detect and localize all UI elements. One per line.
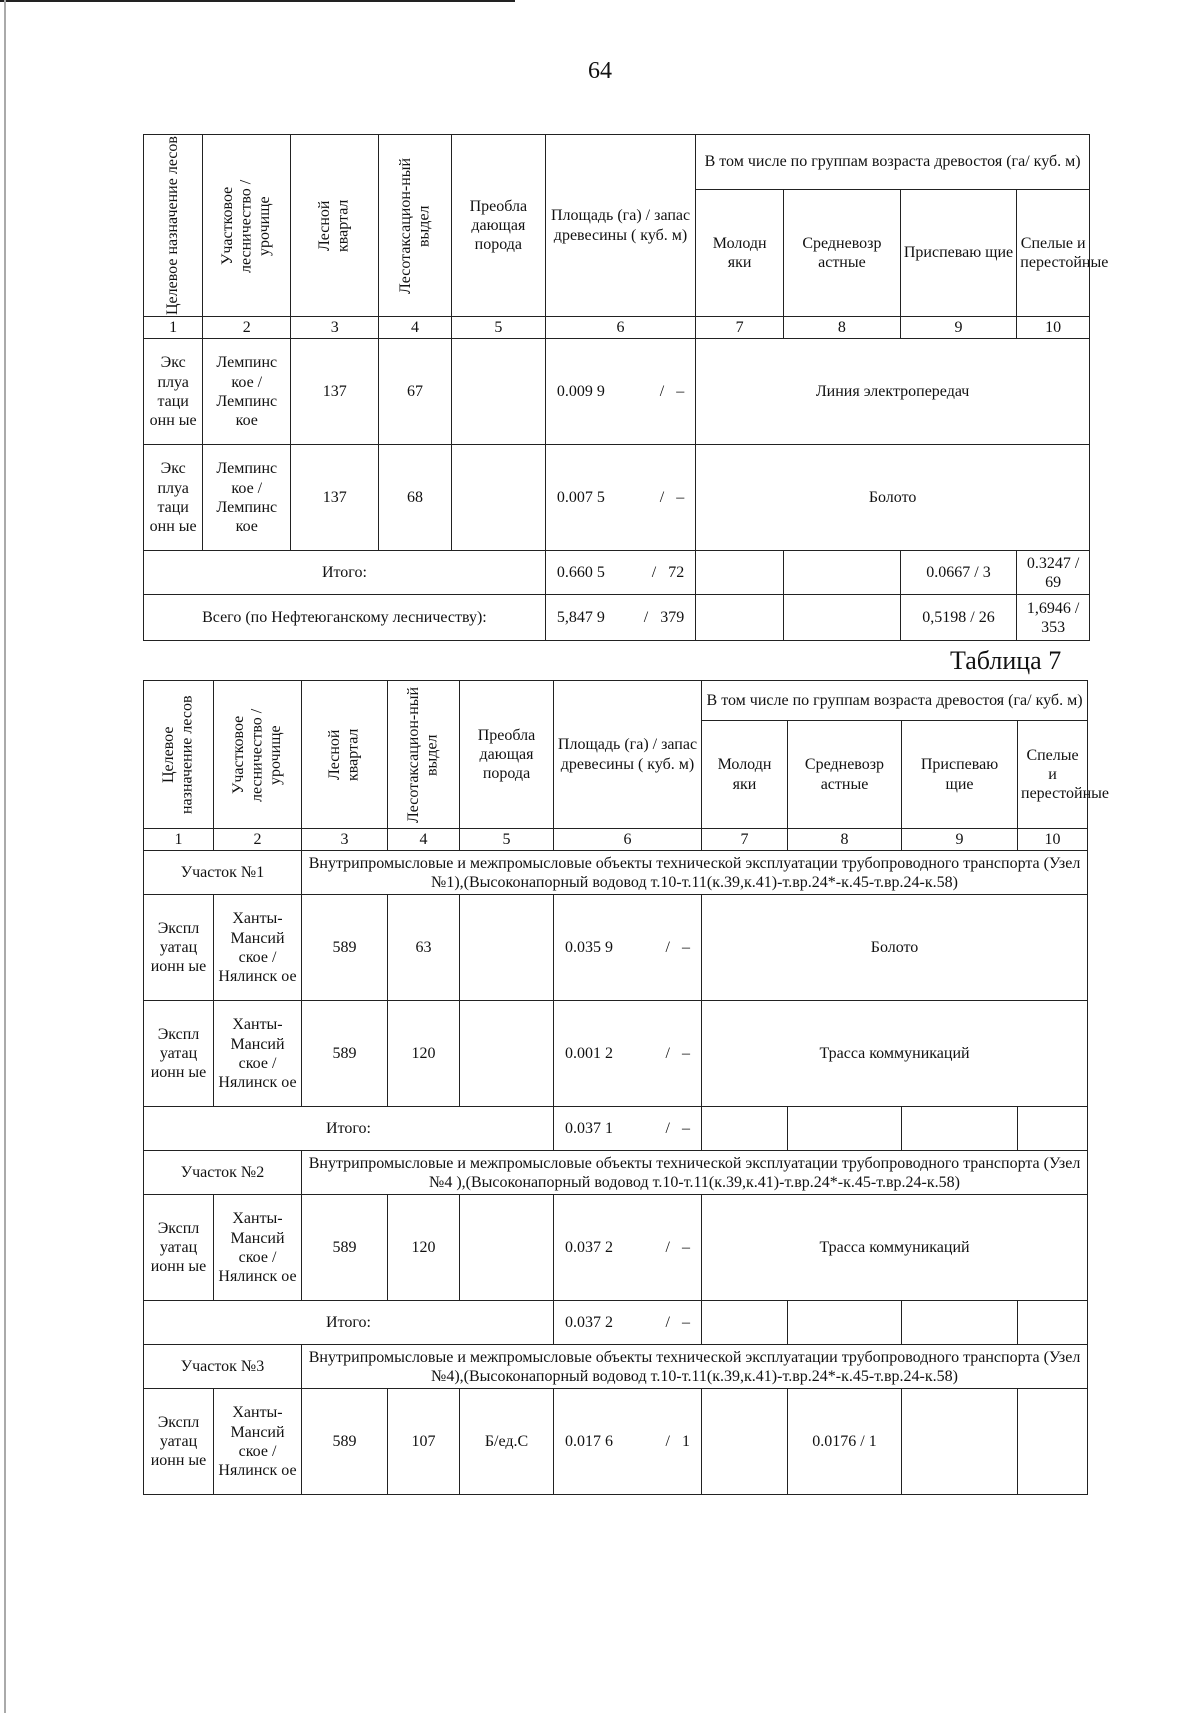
quarter-cell: 137 xyxy=(291,445,379,551)
section-object: Внутрипромысловые и межпромысловые объекты технической эксплуатации трубопроводного транспорта (Узел №4),(Высоконапорный водовод т.10-т.11(к.39,к.41)-т.вр.24*-к.45-т.вр.24-к.58) xyxy=(302,1345,1088,1389)
stock-value: 1 xyxy=(682,1433,690,1451)
total-row xyxy=(144,1301,1088,1345)
col-num: 8 xyxy=(788,829,902,851)
forestry-cell: Лемпинс кое / Лемпинс кое xyxy=(203,445,291,551)
grand-total-label: Всего (по Нефтеюганскому лесничеству): xyxy=(144,595,546,641)
page-number: 64 xyxy=(588,58,612,84)
col-num: 9 xyxy=(900,317,1017,339)
total-row xyxy=(144,551,1090,595)
col-num: 1 xyxy=(144,829,214,851)
allotment-cell: 107 xyxy=(388,1389,460,1495)
purpose-cell: Экспл уатац ионн ые xyxy=(144,895,214,1001)
land-note: Линия электропередач xyxy=(696,339,1090,445)
stock-value: – xyxy=(676,489,685,507)
species-cell xyxy=(451,445,545,551)
header-purpose: Целевое назначение лесов xyxy=(144,135,203,317)
young-cell xyxy=(702,1389,788,1495)
mature-cell xyxy=(1018,1107,1088,1151)
col-num: 4 xyxy=(388,829,460,851)
header-age-groups: В том числе по группам возраста древостоя (га/ куб. м) xyxy=(696,135,1090,190)
col-num: 3 xyxy=(302,829,388,851)
purpose-cell: Экспл уатац ионн ые xyxy=(144,1195,214,1301)
allotment-cell: 63 xyxy=(388,895,460,1001)
header-quarter: Лесной квартал xyxy=(291,135,379,317)
purpose-cell: Экспл уатац ионн ые xyxy=(144,1389,214,1495)
area-ha: 0.007 5 xyxy=(556,488,605,506)
area-ha: 0.001 2 xyxy=(565,1044,613,1062)
area-cell: 0.017 6 / 1 xyxy=(554,1389,702,1495)
area-ha: 0.009 9 xyxy=(556,382,605,400)
forest-table-7 xyxy=(143,680,1110,1495)
table-row xyxy=(144,1389,1088,1495)
allotment-cell: 67 xyxy=(379,339,452,445)
area-cell: 5,847 9 / 379 xyxy=(545,595,695,641)
stock-value: 379 xyxy=(660,609,685,627)
col-num: 2 xyxy=(214,829,302,851)
premature-cell xyxy=(902,1301,1018,1345)
header-species: Преобла дающая порода xyxy=(460,681,554,829)
mature-cell: 1,6946 / 353 xyxy=(1017,595,1090,641)
area-cell: 0.009 9 / – xyxy=(545,339,695,445)
header-middle: Средневозр астные xyxy=(784,190,901,317)
col-num: 5 xyxy=(460,829,554,851)
species-cell xyxy=(460,895,554,1001)
total-label: Итого: xyxy=(144,551,546,595)
section-object: Внутрипромысловые и межпромысловые объекты технической эксплуатации трубопроводного транспорта (Узел №1),(Высоконапорный водовод т.10-т.11(к.39,к.41)-т.вр.24*-к.45-т.вр.24-к.58) xyxy=(302,851,1088,895)
header-quarter: Лесной квартал xyxy=(302,681,388,829)
column-number-row xyxy=(144,317,1090,339)
total-label: Итого: xyxy=(144,1301,554,1345)
table-caption: Таблица 7 xyxy=(950,646,1062,675)
header-forestry: Участковое лесничество / урочище xyxy=(214,681,302,829)
header-mature: Спелые и перестойные xyxy=(1018,721,1088,829)
stock-value: – xyxy=(676,383,685,401)
mature-cell xyxy=(1018,1301,1088,1345)
area-ha: 5,847 9 xyxy=(556,608,605,626)
column-number-row xyxy=(144,829,1088,851)
header-young: Молодн яки xyxy=(696,190,784,317)
area-cell: 0.007 5 / – xyxy=(545,445,695,551)
col-num: 6 xyxy=(545,317,695,339)
premature-cell xyxy=(902,1389,1018,1495)
section-title: Участок №1 xyxy=(144,851,302,895)
young-cell xyxy=(696,551,784,595)
header-species: Преобла дающая порода xyxy=(451,135,545,317)
species-cell xyxy=(460,1195,554,1301)
section-object: Внутрипромысловые и межпромысловые объекты технической эксплуатации трубопроводного транспорта (Узел №4 ),(Высоконапорный водовод т.10-т.11(к.39,к.41)-т.вр.24*-к.45-т.вр.24-к.58) xyxy=(302,1151,1088,1195)
quarter-cell: 589 xyxy=(302,895,388,1001)
header-area: Площадь (га) / запас древесины ( куб. м) xyxy=(545,135,695,317)
top-border-line xyxy=(0,0,515,2)
quarter-cell: 589 xyxy=(302,1389,388,1495)
total-row xyxy=(144,1107,1088,1151)
young-cell xyxy=(702,1107,788,1151)
section-title: Участок №3 xyxy=(144,1345,302,1389)
allotment-cell: 68 xyxy=(379,445,452,551)
stock-value: – xyxy=(682,1045,690,1063)
col-num: 5 xyxy=(451,317,545,339)
premature-cell xyxy=(902,1107,1018,1151)
premature-cell: 0,5198 / 26 xyxy=(900,595,1017,641)
forestry-cell: Ханты-Мансий ское / Нялинск ое xyxy=(214,895,302,1001)
stock-value: – xyxy=(682,939,690,957)
forestry-cell: Ханты-Мансий ское / Нялинск ое xyxy=(214,1001,302,1107)
header-middle: Средневозр астные xyxy=(788,721,902,829)
header-purpose: Целевое назначение лесов xyxy=(144,681,214,829)
table-row xyxy=(144,895,1088,1001)
col-num: 6 xyxy=(554,829,702,851)
table-row xyxy=(144,1195,1088,1301)
middle-cell xyxy=(788,1301,902,1345)
forestry-cell: Ханты-Мансий ское / Нялинск ое xyxy=(214,1389,302,1495)
forestry-cell: Лемпинс кое / Лемпинс кое xyxy=(203,339,291,445)
header-allotment: Лесотаксацион-ный выдел xyxy=(388,681,460,829)
allotment-cell: 120 xyxy=(388,1001,460,1107)
header-premature: Приспеваю щие xyxy=(900,190,1017,317)
mature-cell: 0.3247 / 69 xyxy=(1017,551,1090,595)
area-ha: 0.017 6 xyxy=(565,1432,613,1450)
species-cell xyxy=(451,339,545,445)
land-note: Трасса коммуникаций xyxy=(702,1001,1088,1107)
col-num: 2 xyxy=(203,317,291,339)
table-row xyxy=(144,1001,1088,1107)
middle-cell xyxy=(784,551,901,595)
mature-cell xyxy=(1018,1389,1088,1495)
quarter-cell: 589 xyxy=(302,1001,388,1107)
total-label: Итого: xyxy=(144,1107,554,1151)
premature-cell: 0.0667 / 3 xyxy=(900,551,1017,595)
header-allotment: Лесотаксацион-ный выдел xyxy=(379,135,452,317)
grand-total-row xyxy=(144,595,1090,641)
area-ha: 0.035 9 xyxy=(565,938,613,956)
area-cell: 0.037 2 / – xyxy=(554,1195,702,1301)
area-cell: 0.035 9 / – xyxy=(554,895,702,1001)
section-title: Участок №2 xyxy=(144,1151,302,1195)
land-note: Трасса коммуникаций xyxy=(702,1195,1088,1301)
col-num: 7 xyxy=(696,317,784,339)
left-border-line xyxy=(4,0,6,1713)
section-row xyxy=(144,851,1088,895)
land-note: Болото xyxy=(696,445,1090,551)
col-num: 1 xyxy=(144,317,203,339)
allotment-cell: 120 xyxy=(388,1195,460,1301)
area-cell: 0.001 2 / – xyxy=(554,1001,702,1107)
header-row xyxy=(144,681,1088,721)
young-cell xyxy=(696,595,784,641)
forest-table-1 xyxy=(143,134,1109,641)
area-ha: 0.037 1 xyxy=(565,1119,613,1137)
col-num: 10 xyxy=(1018,829,1088,851)
header-area: Площадь (га) / запас древесины ( куб. м) xyxy=(554,681,702,829)
quarter-cell: 589 xyxy=(302,1195,388,1301)
stock-value: – xyxy=(682,1239,690,1257)
section-row xyxy=(144,1345,1088,1389)
land-note: Болото xyxy=(702,895,1088,1001)
area-ha: 0.660 5 xyxy=(556,563,605,581)
col-num: 7 xyxy=(702,829,788,851)
young-cell xyxy=(702,1301,788,1345)
table-row xyxy=(144,339,1090,445)
area-cell: 0.037 2 / – xyxy=(554,1301,702,1345)
middle-cell: 0.0176 / 1 xyxy=(788,1389,902,1495)
header-forestry: Участковое лесничество / урочище xyxy=(203,135,291,317)
species-cell xyxy=(460,1001,554,1107)
header-mature: Спелые и перестойные xyxy=(1017,190,1090,317)
stock-value: – xyxy=(682,1314,690,1332)
forestry-cell: Ханты-Мансий ское / Нялинск ое xyxy=(214,1195,302,1301)
middle-cell xyxy=(784,595,901,641)
col-num: 9 xyxy=(902,829,1018,851)
stock-value: – xyxy=(682,1120,690,1138)
col-num: 3 xyxy=(291,317,379,339)
area-cell: 0.037 1 / – xyxy=(554,1107,702,1151)
col-num: 8 xyxy=(784,317,901,339)
area-ha: 0.037 2 xyxy=(565,1313,613,1331)
header-age-groups: В том числе по группам возраста древостоя (га/ куб. м) xyxy=(702,681,1088,721)
col-num: 4 xyxy=(379,317,452,339)
purpose-cell: Экс плуа таци онн ые xyxy=(144,339,203,445)
species-cell: Б/ед.С xyxy=(460,1389,554,1495)
header-row xyxy=(144,135,1090,190)
area-ha: 0.037 2 xyxy=(565,1238,613,1256)
stock-value: 72 xyxy=(668,564,685,582)
quarter-cell: 137 xyxy=(291,339,379,445)
table-row xyxy=(144,445,1090,551)
purpose-cell: Экс плуа таци онн ые xyxy=(144,445,203,551)
area-cell: 0.660 5 / 72 xyxy=(545,551,695,595)
col-num: 10 xyxy=(1017,317,1090,339)
header-young: Молодн яки xyxy=(702,721,788,829)
header-premature: Приспеваю щие xyxy=(902,721,1018,829)
section-row xyxy=(144,1151,1088,1195)
middle-cell xyxy=(788,1107,902,1151)
purpose-cell: Экспл уатац ионн ые xyxy=(144,1001,214,1107)
